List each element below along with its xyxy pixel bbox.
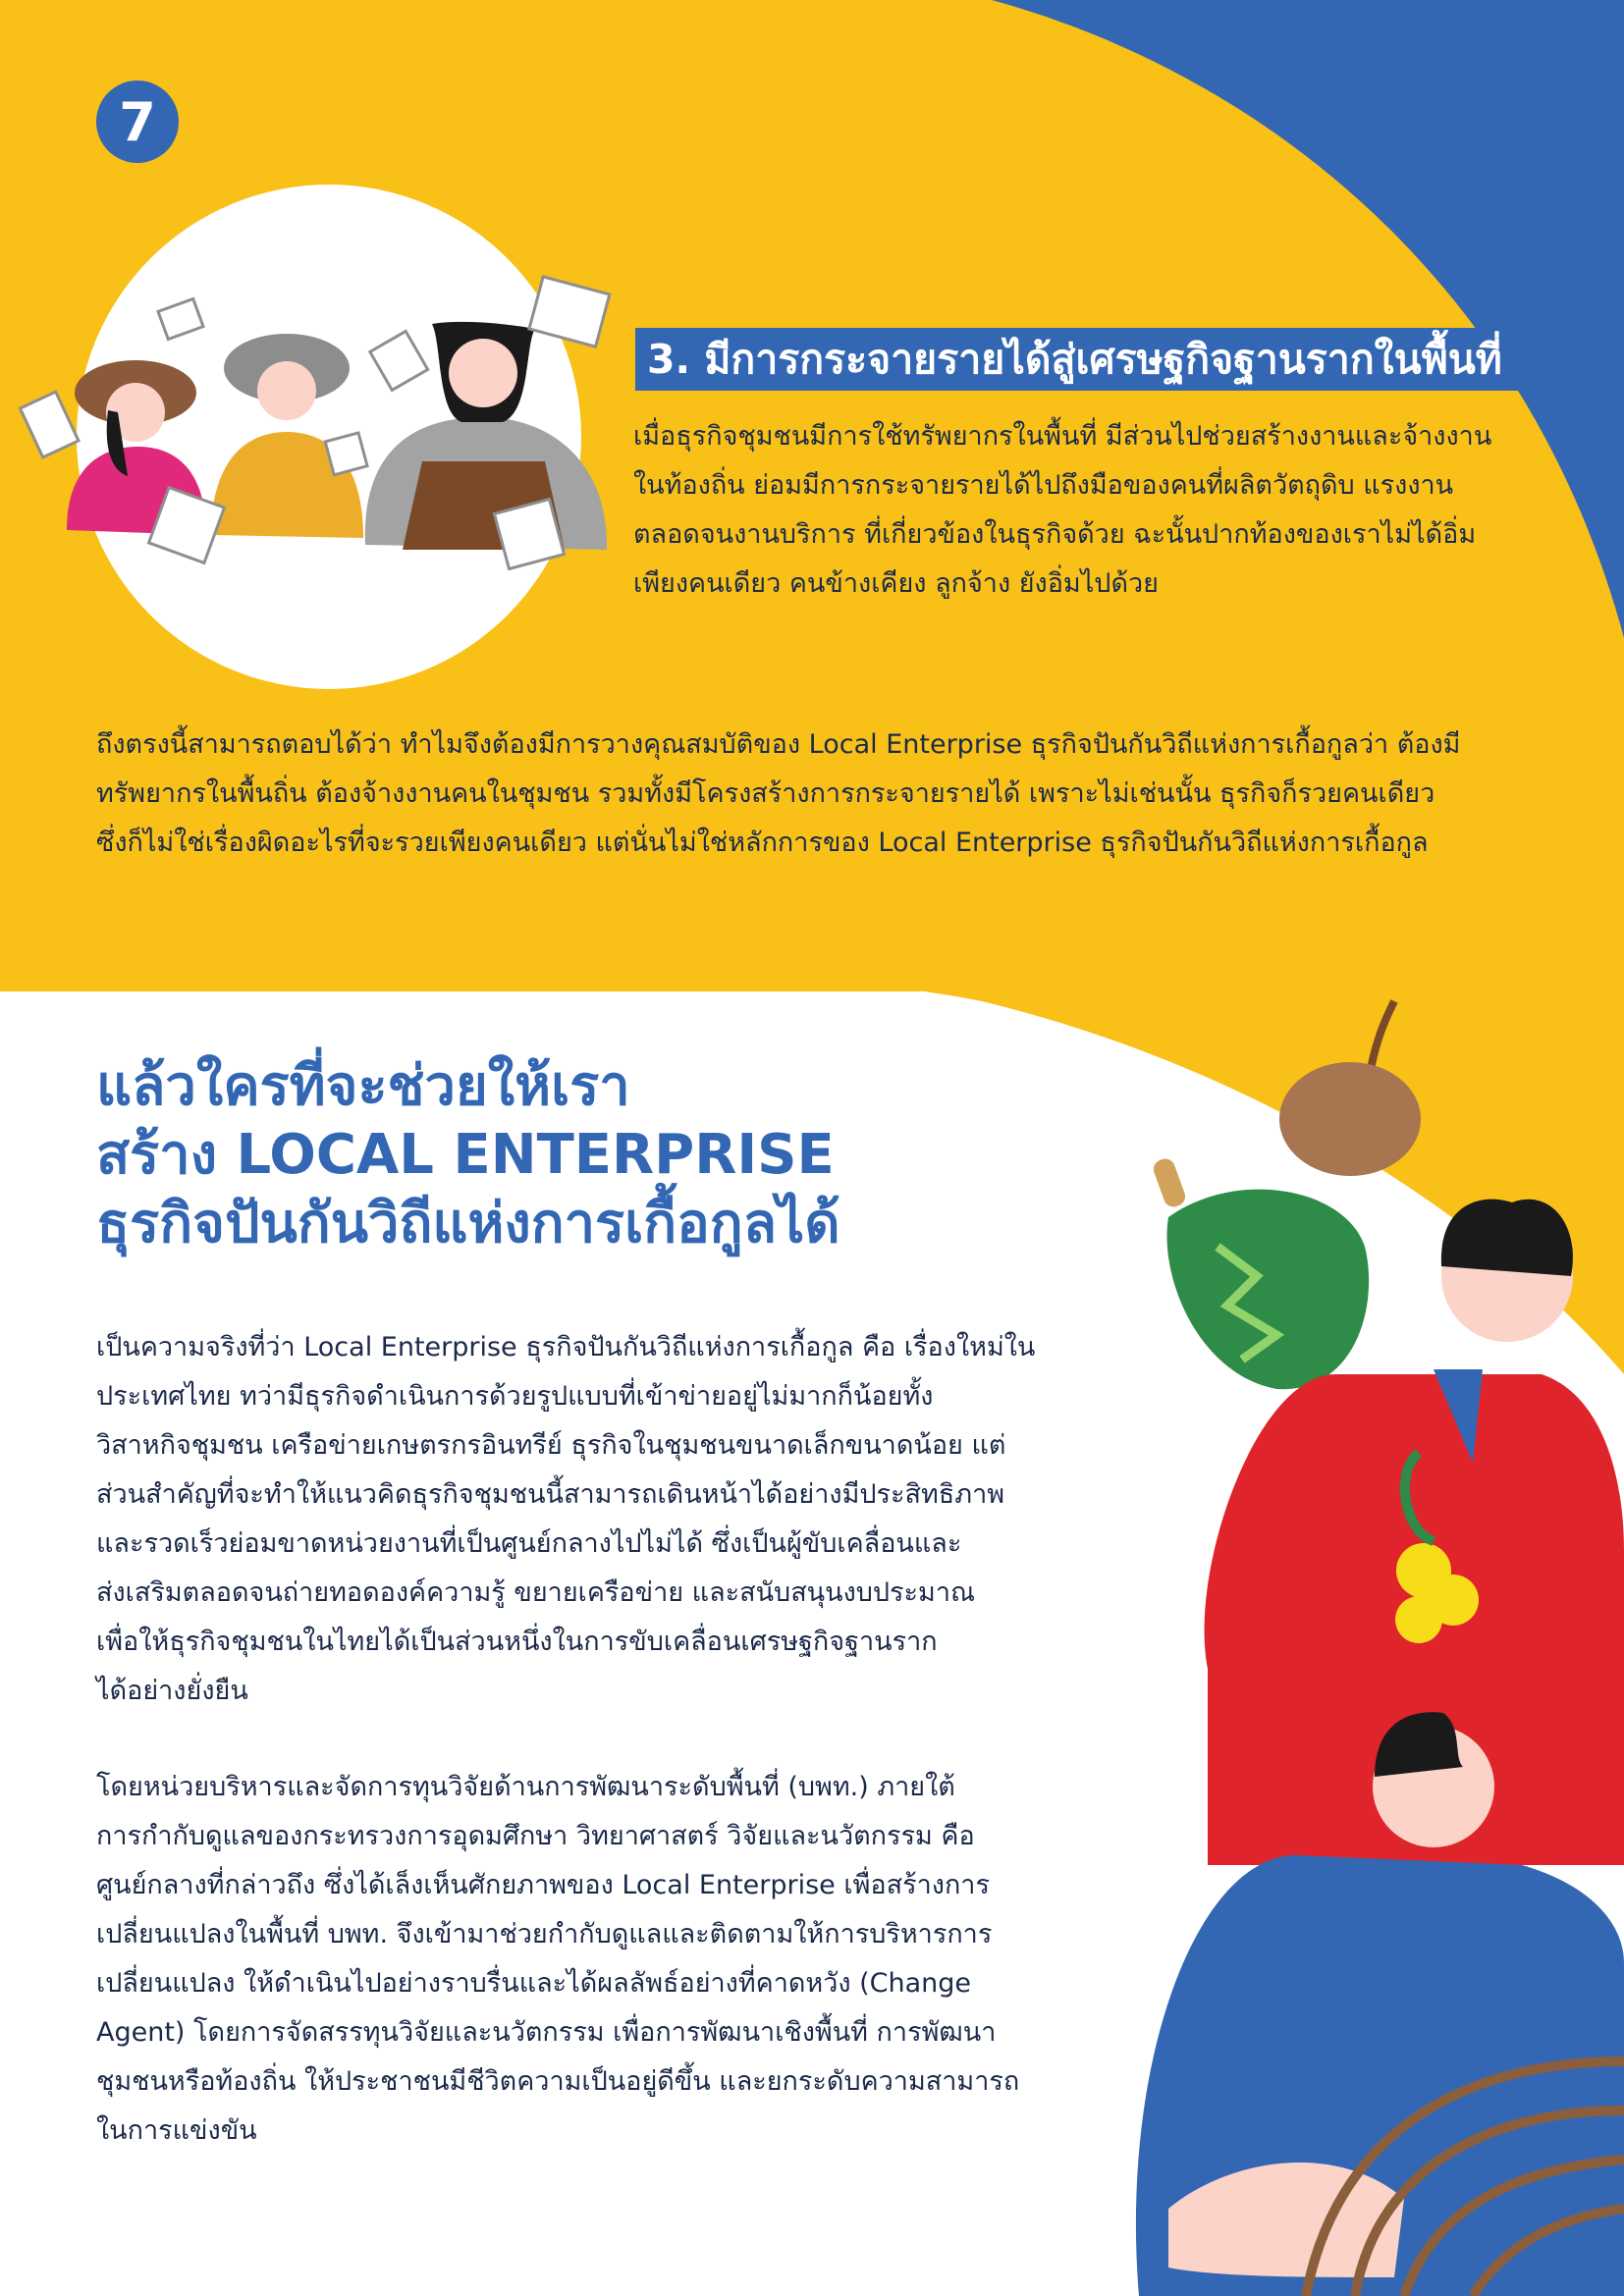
paragraph-line: เปลี่ยนแปลงในพื้นที่ บพท. จึงเข้ามาช่วยกำกับดูแลและติดตามให้การบริหารการ: [96, 1919, 993, 1949]
durian-icon: [1151, 1156, 1369, 1389]
paragraph-line: ประเทศไทย ทว่ามีธุรกิจดำเนินการด้วยรูปแบบที่เข้าข่ายอยู่ไม่มากก็น้อยทั้ง: [96, 1381, 934, 1412]
paragraph-line: โดยหน่วยบริหารและจัดการทุนวิจัยด้านการพัฒนาระดับพื้นที่ (บพท.) ภายใต้: [96, 1772, 955, 1802]
paragraph-line: เพื่อให้ธุรกิจชุมชนในไทยได้เป็นส่วนหนึ่งในการขับเคลื่อนเศรษฐกิจฐานราก: [96, 1627, 938, 1657]
women-money-illustration: [0, 0, 687, 707]
paragraph-line: ได้อย่างยั่งยืน: [96, 1676, 248, 1706]
body-paragraph-2: [96, 1763, 1049, 2156]
summary-paragraph: [96, 721, 1540, 868]
title-line: ธุรกิจปันกันวิถีแห่งการเกื้อกูลได้: [96, 1192, 840, 1255]
section-3-body: [633, 412, 1537, 609]
title-line: สร้าง LOCAL ENTERPRISE: [96, 1123, 835, 1187]
paragraph-line: ในการแข่งขัน: [96, 2115, 257, 2146]
paragraph-line: ส่วนสำคัญที่จะทำให้แนวคิดธุรกิจชุมชนนี้สามารถเดินหน้าได้อย่างมีประสิทธิภาพ: [96, 1479, 1005, 1510]
page-number-badge: 7: [96, 80, 179, 163]
summary-line: ซึ่งก็ไม่ใช่เรื่องผิดอะไรที่จะรวยเพียงคนเดียว แต่นั่นไม่ใช่หลักการของ Local Enterprise ธุรกิจปันกันวิถีแห่งการเกื้อกูล: [96, 828, 1429, 858]
title-line: แล้วใครที่จะช่วยให้เรา: [96, 1054, 630, 1118]
paragraph-line: วิสาหกิจชุมชน เครือข่ายเกษตรกรอินทรีย์ ธุรกิจในชุมชนขนาดเล็กขนาดน้อย แต่: [96, 1430, 1006, 1461]
section-3-line: เมื่อธุรกิจชุมชนมีการใช้ทรัพยากรในพื้นที่ มีส่วนไปช่วยสร้างงานและจ้างงาน: [633, 421, 1492, 452]
summary-line: ทรัพยากรในพื้นถิ่น ต้องจ้างงานคนในชุมชน รวมทั้งมีโครงสร้างการกระจายรายได้ เพราะไม่เช่นนั้น ธุรกิจก็รวยคนเดียว: [96, 778, 1435, 809]
page-title: [96, 1052, 1078, 1258]
paragraph-line: เปลี่ยนแปลง ให้ดำเนินไปอย่างราบรื่นและได้ผลลัพธ์อย่างที่คาดหวัง (Change: [96, 1968, 972, 1999]
paragraph-line: ชุมชนหรือท้องถิ่น ให้ประชาชนมีชีวิตความเป็นอยู่ดีขึ้น และยกระดับความสามารถ: [96, 2066, 1020, 2097]
paragraph-line: การกำกับดูแลของกระทรวงการอุดมศึกษา วิทยาศาสตร์ วิจัยและนวัตกรรม คือ: [96, 1821, 975, 1851]
paragraph-line: และรวดเร็วย่อมขาดหน่วยงานที่เป็นศูนย์กลางไปไม่ได้ ซึ่งเป็นผู้ขับเคลื่อนและ: [96, 1528, 962, 1559]
woman-middle-face: [257, 361, 316, 420]
section-3-line: ในท้องถิ่น ย่อมมีการกระจายรายได้ไปถึงมือของคนที่ผลิตวัตถุดิบ แรงงาน: [633, 470, 1454, 501]
summary-line: ถึงตรงนี้สามารถตอบได้ว่า ทำไมจึงต้องมีการวางคุณสมบัติของ Local Enterprise ธุรกิจปันกันวิถีแห่งการเกื้อกูลว่า ต้องมี: [96, 729, 1461, 760]
paragraph-line: Agent) โดยการจัดสรรทุนวิจัยและนวัตกรรม เพื่อการพัฒนาเชิงพื้นที่ การพัฒนา: [96, 2017, 997, 2048]
paragraph-line: ส่งเสริมตลอดจนถ่ายทอดองค์ความรู้ ขยายเครือข่าย และสนับสนุนงบประมาณ: [96, 1577, 976, 1608]
paragraph-line: เป็นความจริงที่ว่า Local Enterprise ธุรกิจปันกันวิถีแห่งการเกื้อกูล คือ เรื่องใหม่ใน: [96, 1332, 1036, 1362]
paragraph-line: ศูนย์กลางที่กล่าวถึง ซึ่งได้เล็งเห็นศักยภาพของ Local Enterprise เพื่อสร้างการ: [96, 1870, 990, 1900]
brown-fruit-icon: [1279, 1062, 1421, 1176]
men-produce-illustration: [1080, 982, 1624, 2296]
body-paragraph-1: [96, 1323, 1049, 1716]
woman-right-face: [449, 339, 517, 407]
section-3-heading: 3. มีการกระจายรายได้สู่เศรษฐกิจฐานรากในพื้นที่: [635, 328, 1529, 391]
section-3-line: ตลอดจนงานบริการ ที่เกี่ยวข้องในธุรกิจด้วย ฉะนั้นปากท้องของเราไม่ได้อิ่ม: [633, 519, 1477, 550]
section-3-line: เพียงคนเดียว คนข้างเคียง ลูกจ้าง ยังอิ่มไปด้วย: [633, 568, 1159, 599]
